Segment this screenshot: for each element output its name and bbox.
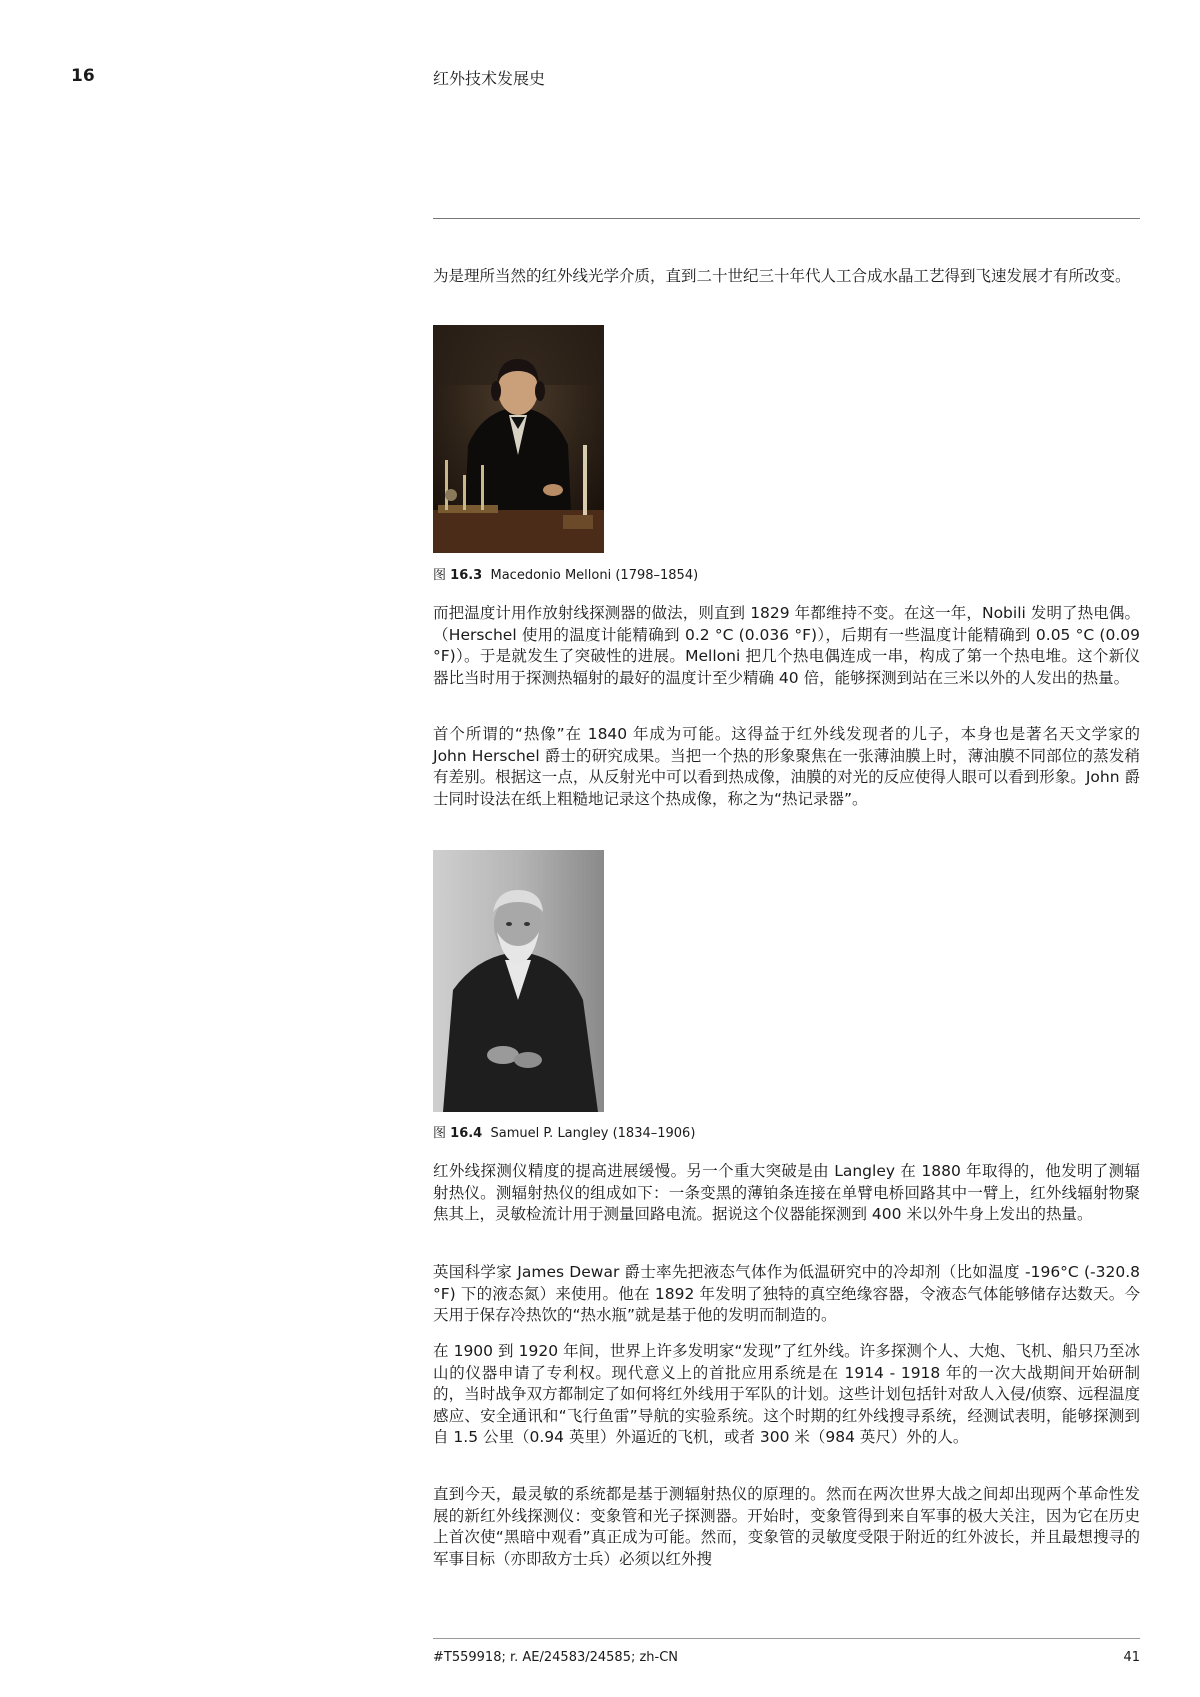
figure-label: 图 bbox=[433, 1126, 447, 1141]
paragraph: 直到今天，最灵敏的系统都是基于测辐射热仪的原理的。然而在两次世界大战之间却出现两个革命性发展的新红外线探测仪：变象管和光子探测器。开始时，变象管得到来自军事的极大关注，因为它在历史上首次使“黑暗中观看”真正成为可能。然而，变象管的灵敏度受限于附近的红外波长，并且最想搜寻的军事目标（亦即敌方士兵）必须以红外搜 bbox=[433, 1485, 1140, 1568]
melloni-portrait bbox=[433, 325, 604, 553]
header-divider bbox=[433, 218, 1140, 219]
figure-number: 16.4 bbox=[450, 1126, 483, 1141]
langley-portrait bbox=[433, 850, 604, 1112]
figure-caption-text: Samuel P. Langley (1834–1906) bbox=[490, 1126, 696, 1141]
paragraph: 红外线探测仪精度的提高进展缓慢。另一个重大突破是由 Langley 在 1880 年取得的，他发明了测辐射热仪。测辐射热仪的组成如下：一条变黑的薄铂条连接在单臂电桥回路其中一臂上，红外线辐射物聚焦其上，灵敏检流计用于测量回路电流。据说这个仪器能探测到 400 米以外牛身上发出的热量。 bbox=[433, 1162, 1140, 1223]
paragraph: 首个所谓的“热像”在 1840 年成为可能。这得益于红外线发现者的儿子，本身也是著名天文学家的 John Herschel 爵士的研究成果。当把一个热的形象聚焦在一张薄油膜上时，薄油膜不同部位的蒸发稍有差别。根据这一点，从反射光中可以看到热成像，油膜的对光的反应使得人眼可以看到形象。John 爵士同时设法在纸上粗糙地记录这个热成像，称之为“热记录器”。 bbox=[433, 725, 1140, 808]
footer-divider bbox=[433, 1638, 1140, 1639]
figure-number: 16.3 bbox=[450, 568, 483, 583]
chapter-number: 16 bbox=[71, 66, 95, 86]
footer-doc-ref: #T559918; r. AE/24583/24585; zh-CN bbox=[433, 1650, 679, 1665]
figure-caption bbox=[433, 1125, 695, 1143]
chapter-title: 红外技术发展史 bbox=[433, 69, 546, 88]
figure-caption bbox=[433, 567, 698, 585]
paragraph: 而把温度计用作放射线探测器的做法，则直到 1829 年都维持不变。在这一年，Nobili 发明了热电偶。（Herschel 使用的温度计能精确到 0.2 °C (0.036 °F)），后期有一些温度计能精确到 0.05 °C (0.09 °F)）。于是就发生了突破性的进展。Melloni 把几个热电偶连成一串，构成了第一个热电堆。这个新仪器比当时用于探测热辐射的最好的温度计至少精确 40 倍，能够探测到站在三米以外的人发出的热量。 bbox=[433, 604, 1140, 687]
paragraph: 为是理所当然的红外线光学介质，直到二十世纪三十年代人工合成水晶工艺得到飞速发展才有所改变。 bbox=[433, 267, 1131, 285]
figure-caption-text: Macedonio Melloni (1798–1854) bbox=[490, 568, 699, 583]
figure-label: 图 bbox=[433, 568, 447, 583]
paragraph: 英国科学家 James Dewar 爵士率先把液态气体作为低温研究中的冷却剂（比如温度 -196°C (-320.8 °F) 下的液态氮）来使用。他在 1892 年发明了独特的真空绝缘容器，令液态气体能够储存达数天。今天用于保存冷热饮的“热水瓶”就是基于他的发明而制造的。 bbox=[433, 1263, 1140, 1324]
paragraph: 在 1900 到 1920 年间，世界上许多发明家“发现”了红外线。许多探测个人、大炮、飞机、船只乃至冰山的仪器申请了专利权。现代意义上的首批应用系统是在 1914 - 1918 年的一次大战期间开始研制的，当时战争双方都制定了如何将红外线用于军队的计划。这些计划包括针对敌人入侵/侦察、远程温度感应、安全通讯和“飞行鱼雷”导航的实验系统。这个时期的红外线搜寻系统，经测试表明，能够探测到自 1.5 公里（0.94 英里）外逼近的飞机，或者 300 米（984 英尺）外的人。 bbox=[433, 1342, 1140, 1446]
page-number: 41 bbox=[1123, 1650, 1140, 1665]
